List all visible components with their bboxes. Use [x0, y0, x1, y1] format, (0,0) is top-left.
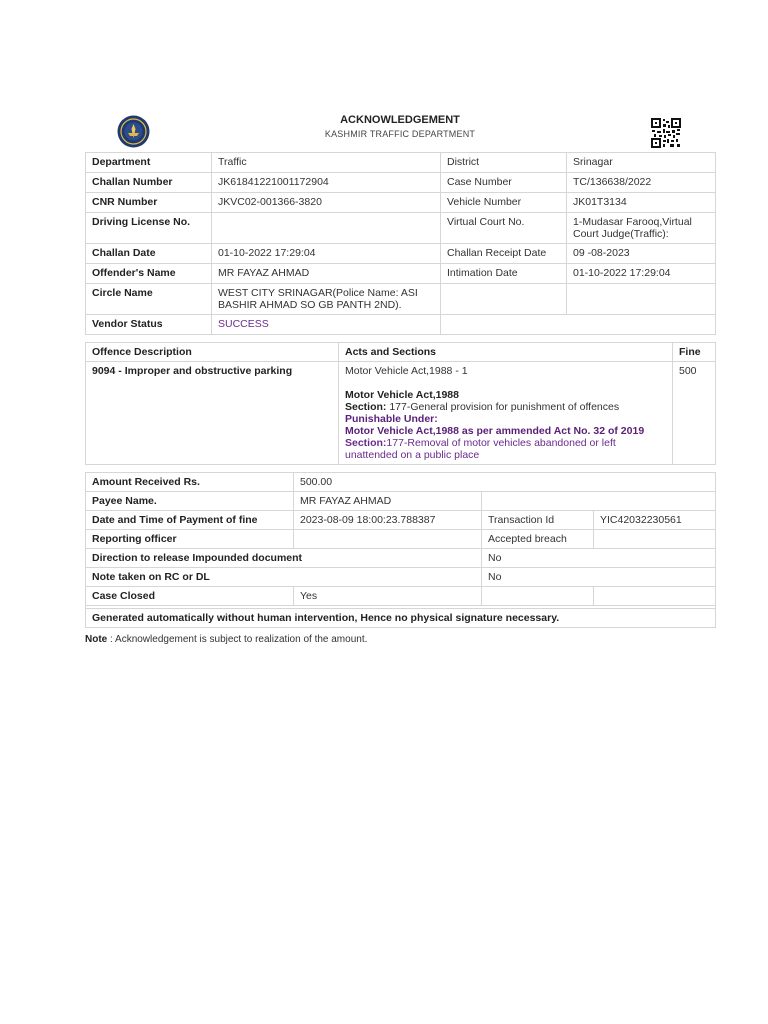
case-closed-label: Case Closed: [86, 587, 294, 606]
table-row: [86, 244, 716, 264]
case-number-value: TC/136638/2022: [567, 173, 716, 193]
challan-number-value: JK61841221001172904: [212, 173, 441, 193]
empty-cell: [441, 284, 567, 315]
driving-license-label: Driving License No.: [86, 213, 212, 244]
offence-table: [85, 342, 716, 465]
note-rc-value: No: [482, 568, 716, 587]
challan-details-table: [85, 152, 716, 335]
cnr-number-value: JKVC02-001366-3820: [212, 193, 441, 213]
payment-datetime-value: 2023-08-09 18:00:23.788387: [294, 511, 482, 530]
table-row: [86, 153, 716, 173]
table-row: [86, 213, 716, 244]
page-subtitle: KASHMIR TRAFFIC DEPARTMENT: [324, 129, 476, 139]
challan-receipt-date-value: 09 -08-2023: [567, 244, 716, 264]
case-closed-value: Yes: [294, 587, 482, 606]
note-rc-label: Note taken on RC or DL: [86, 568, 482, 587]
vehicle-number-label: Vehicle Number: [441, 193, 567, 213]
table-row: [86, 193, 716, 213]
offence-description-header: Offence Description: [86, 343, 339, 362]
district-label: District: [441, 153, 567, 173]
reporting-officer-value: [294, 530, 482, 549]
note-label: Note: [85, 634, 108, 645]
page-title: ACKNOWLEDGEMENT: [340, 114, 460, 126]
transaction-id-value: YIC42032230561: [594, 511, 716, 530]
case-number-label: Case Number: [441, 173, 567, 193]
table-row: [86, 173, 716, 193]
transaction-id-label: Transaction Id: [482, 511, 594, 530]
vendor-status-label: Vendor Status: [86, 315, 212, 335]
challan-date-value: 01-10-2022 17:29:04: [212, 244, 441, 264]
amended-section-label: Section:: [345, 437, 387, 449]
offence-description: 9094 - Improper and obstructive parking: [86, 362, 339, 465]
acts-sections-cell: [339, 362, 673, 465]
offender-name-label: Offender's Name: [86, 264, 212, 284]
accepted-breach-label: Accepted breach: [482, 530, 594, 549]
direction-release-value: No: [482, 549, 716, 568]
acknowledgement-page: [85, 106, 715, 645]
acts-sections-header: Acts and Sections: [339, 343, 673, 362]
act-title: Motor Vehicle Act,1988: [345, 389, 459, 401]
district-value: Srinagar: [567, 153, 716, 173]
table-row: [86, 568, 716, 587]
payment-datetime-label: Date and Time of Payment of fine: [86, 511, 294, 530]
amount-value: 500.00: [294, 473, 716, 492]
empty-cell: [567, 284, 716, 315]
circle-name-label: Circle Name: [86, 284, 212, 315]
table-row: [86, 473, 716, 492]
fine-value: 500: [673, 362, 716, 465]
table-row: [86, 587, 716, 606]
empty-cell: [594, 587, 716, 606]
table-row: [86, 492, 716, 511]
offender-name-value: MR FAYAZ AHMAD: [212, 264, 441, 284]
cnr-number-label: CNR Number: [86, 193, 212, 213]
table-row: [86, 284, 716, 315]
empty-cell: [441, 315, 716, 335]
section-label: Section:: [345, 401, 387, 413]
challan-receipt-date-label: Challan Receipt Date: [441, 244, 567, 264]
fine-header: Fine: [673, 343, 716, 362]
challan-date-label: Challan Date: [86, 244, 212, 264]
table-row: [86, 530, 716, 549]
payee-label: Payee Name.: [86, 492, 294, 511]
generated-notice: Generated automatically without human intervention, Hence no physical signature necessary.: [86, 609, 716, 628]
amended-section-line: [345, 437, 666, 461]
reporting-officer-label: Reporting officer: [86, 530, 294, 549]
qr-code-icon: [651, 118, 681, 148]
section-text: 177-General provision for punishment of offences: [386, 401, 620, 413]
vendor-status-value: SUCCESS: [212, 315, 441, 335]
amended-act: Motor Vehicle Act,1988 as per ammended Act No. 32 of 2019: [345, 425, 645, 437]
table-row: [86, 549, 716, 568]
intimation-date-value: 01-10-2022 17:29:04: [567, 264, 716, 284]
direction-release-label: Direction to release Impounded document: [86, 549, 482, 568]
department-label: Department: [86, 153, 212, 173]
act-line: Motor Vehicle Act,1988 - 1: [345, 365, 468, 377]
table-row: [86, 511, 716, 530]
amount-label: Amount Received Rs.: [86, 473, 294, 492]
virtual-court-value: 1-Mudasar Farooq,Virtual Court Judge(Traffic):: [567, 213, 716, 244]
circle-name-value: WEST CITY SRINAGAR(Police Name: ASI BASHIR AHMAD SO GB PANTH 2ND).: [212, 284, 441, 315]
table-row: [86, 609, 716, 628]
department-value: Traffic: [212, 153, 441, 173]
challan-number-label: Challan Number: [86, 173, 212, 193]
table-row: [86, 362, 716, 465]
driving-license-value: [212, 213, 441, 244]
payment-table: [85, 472, 716, 628]
note-text: : Acknowledgement is subject to realization of the amount.: [107, 634, 368, 645]
empty-cell: [482, 492, 716, 511]
section-line: [345, 401, 666, 413]
accepted-breach-value: [594, 530, 716, 549]
amended-section-text: 177-Removal of motor vehicles abandoned or left unattended on a public place: [345, 437, 616, 461]
table-row: [86, 264, 716, 284]
empty-cell: [482, 587, 594, 606]
table-row: [86, 315, 716, 335]
virtual-court-label: Virtual Court No.: [441, 213, 567, 244]
intimation-date-label: Intimation Date: [441, 264, 567, 284]
footer-note: [85, 634, 715, 645]
header: [85, 106, 715, 152]
payee-value: MR FAYAZ AHMAD: [294, 492, 482, 511]
punishable-label: Punishable Under:: [345, 413, 438, 425]
vehicle-number-value: JK01T3134: [567, 193, 716, 213]
table-header-row: [86, 343, 716, 362]
